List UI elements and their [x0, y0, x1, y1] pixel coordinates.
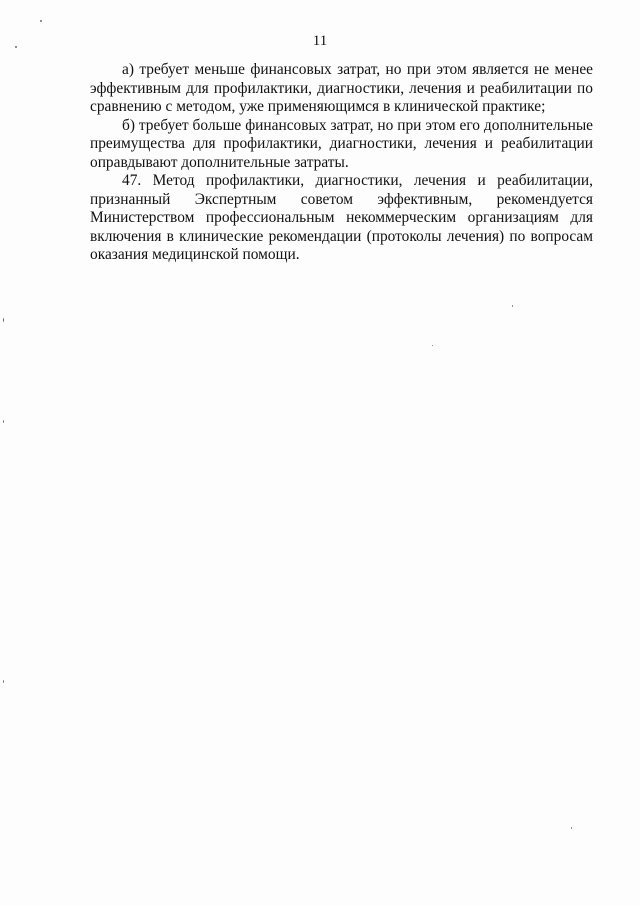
scan-speck: [3, 420, 4, 423]
paragraph-47: 47. Метод профилактики, диагностики, лечения и реабилитации, признанный Экспертным советом эффективным, рекомендуется Министерством профессиональным некоммерческим организациям для включения в клинические рекомендации (протоколы лечения) по вопросам оказания медицинской помощи.: [90, 172, 593, 263]
scan-speck: [432, 345, 433, 346]
page-number: 11: [312, 33, 328, 49]
document-body: [90, 61, 593, 265]
paragraph-a: а) требует меньше финансовых затрат, но при этом является не менее эффективным для профилактики, диагностики, лечения и реабилитации по сравнению с методом, уже применяющимся в клинической практике;: [90, 61, 593, 115]
scan-speck: [3, 680, 4, 683]
scan-speck: [15, 46, 17, 48]
scan-speck: [3, 318, 4, 322]
paragraph-b: б) требует больше финансовых затрат, но при этом его дополнительные преимущества для профилактики, диагностики, лечения и реабилитации оправдывают дополнительные затраты.: [90, 116, 593, 171]
scan-speck: [40, 20, 42, 22]
scan-speck: [512, 305, 513, 307]
scan-speck: [571, 827, 572, 829]
